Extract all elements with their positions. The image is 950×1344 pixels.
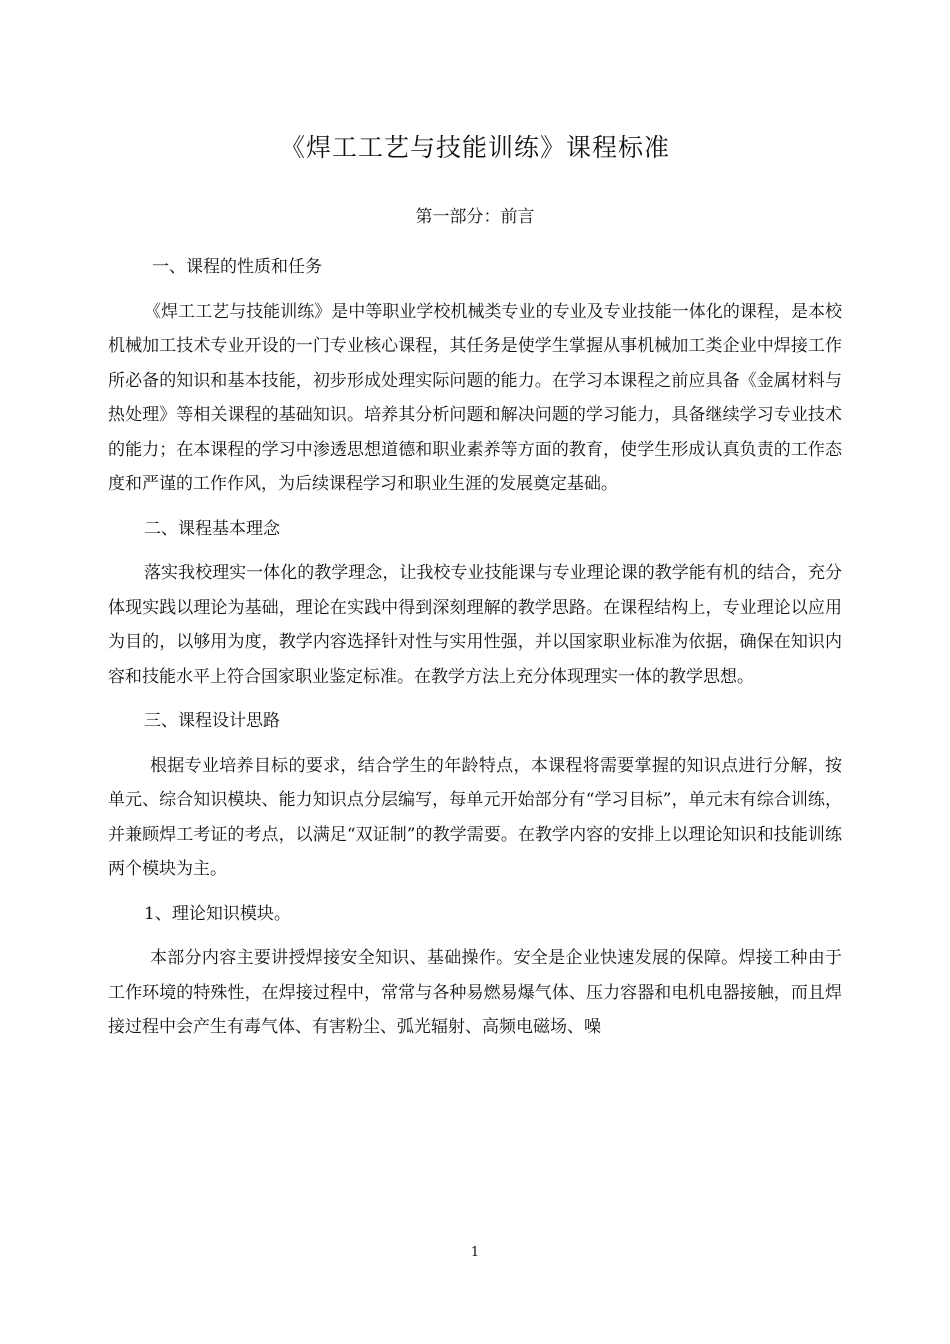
section-heading: 二、课程基本理念 (144, 518, 280, 539)
section-paragraph: 本部分内容主要讲授焊接安全知识、基础操作。安全是企业快速发展的保障。焊接工种由于工作环境的特殊性，在焊接过程中，常常与各种易燃易爆气体、压力容器和电机电器接触，而且焊接过程中会产生有毒气体、有害粉尘、弧光辐射、高频电磁场、噪 (108, 948, 842, 1037)
section-heading: 三、课程设计思路 (144, 711, 280, 731)
section-paragraph: 《焊工工艺与技能训练》是中等职业学校机械类专业的专业及专业技能一体化的课程，是本校机械加工技术专业开设的一门专业核心课程，其任务是使学生掌握从事机械加工类企业中焊接工作所必备的知识和基本技能，初步形成处理实际问题的能力。在学习本课程之前应具备《金属材料与热处理》等相关课程的基础知识。培养其分析问题和解决问题的学习能力，具备继续学习专业技术的能力；在本课程的学习中渗透思想道德和职业素养等方面的教育，使学生形成认真负责的工作态度和严谨的工作作风，为后续课程学习和职业生涯的发展奠定基础。 (108, 301, 842, 494)
part-heading: 第一部分：前言 (415, 207, 535, 227)
section-heading: 1、理论知识模块。 (144, 903, 291, 924)
section-heading: 一、课程的性质和任务 (152, 257, 322, 277)
document-title: 《焊工工艺与技能训练》课程标准 (279, 133, 670, 162)
document-body (108, 250, 842, 1055)
page-number: 1 (470, 1245, 480, 1260)
section-paragraph: 根据专业培养目标的要求，结合学生的年龄特点，本课程将需要掌握的知识点进行分解，按单元、综合知识模块、能力知识点分层编写，每单元开始部分有“学习目标”，单元末有综合训练，并兼顾焊工考证的考点，以满足“双证制”的教学需要。在教学内容的安排上以理论知识和技能训练两个模块为主。 (108, 755, 842, 879)
section-paragraph: 落实我校理实一体化的教学理念，让我校专业技能课与专业理论课的教学能有机的结合，充分体现实践以理论为基础，理论在实践中得到深刻理解的教学思路。在课程结构上，专业理论以应用为目的，以够用为度，教学内容选择针对性与实用性强，并以国家职业标准为依据，确保在知识内容和技能水平上符合国家职业鉴定标准。在教学方法上充分体现理实一体的教学思想。 (108, 563, 842, 687)
